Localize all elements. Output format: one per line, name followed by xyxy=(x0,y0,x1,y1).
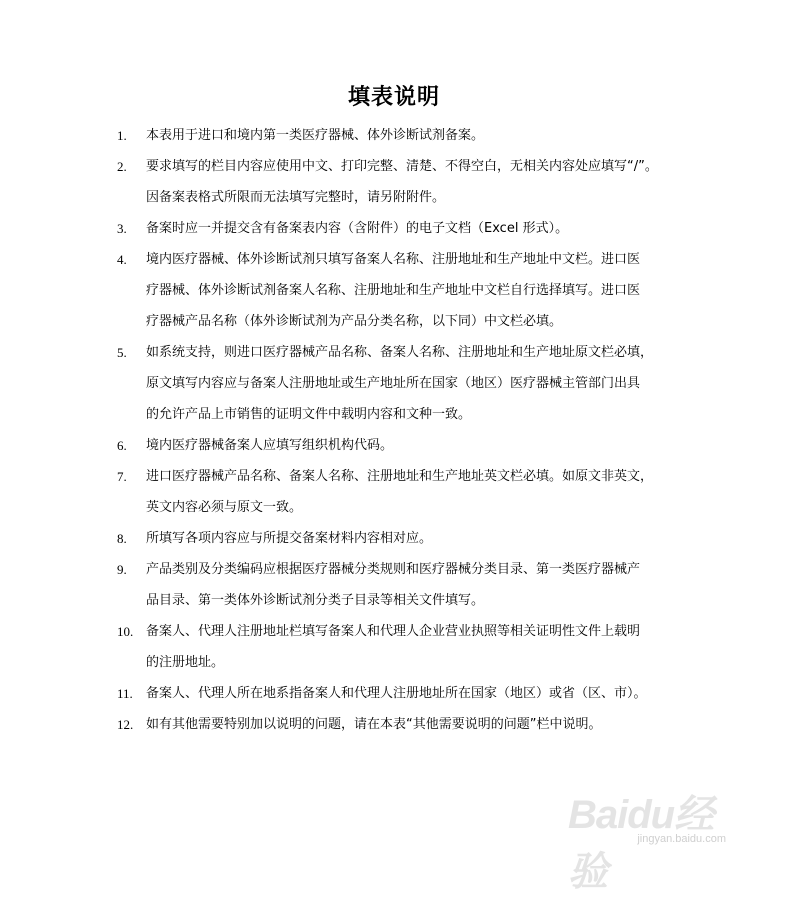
item-text: 备案人、代理人所在地系指备案人和代理人注册地址所在国家（地区）或省（区、市）。 xyxy=(146,686,647,701)
item-text: 境内医疗器械、体外诊断试剂只填写备案人名称、注册地址和生产地址中文栏。进口医 xyxy=(146,252,641,267)
item-number: 8. xyxy=(117,531,127,546)
list-item xyxy=(117,337,687,430)
list-item xyxy=(117,120,687,151)
item-number: 2. xyxy=(117,159,127,174)
watermark xyxy=(568,783,768,894)
list-item xyxy=(117,151,687,213)
item-number: 9. xyxy=(117,562,127,577)
item-text: 英文内容必须与原文一致。 xyxy=(146,500,303,515)
item-text: 如有其他需要特别加以说明的问题，请在本表“其他需要说明的问题”栏中说明。 xyxy=(146,717,602,732)
item-number: 5. xyxy=(117,345,127,360)
item-text: 所填写各项内容应与所提交备案材料内容相对应。 xyxy=(146,531,433,546)
list-item xyxy=(117,244,687,337)
item-text: 进口医疗器械产品名称、备案人名称、注册地址和生产地址英文栏必填。如原文非英文， xyxy=(146,469,654,484)
item-text: 备案人、代理人注册地址栏填写备案人和代理人企业营业执照等相关证明性文件上载明 xyxy=(146,624,641,639)
page-title: 填表说明 xyxy=(347,85,440,110)
list-item xyxy=(117,213,687,244)
item-text: 原文填写内容应与备案人注册地址或生产地址所在国家（地区）医疗器械主管部门出具 xyxy=(146,376,641,391)
item-text: 要求填写的栏目内容应使用中文、打印完整、清楚、不得空白，无相关内容处应填写“/”。 xyxy=(146,159,658,174)
list-item xyxy=(117,523,687,554)
item-text: 境内医疗器械备案人应填写组织机构代码。 xyxy=(146,438,394,453)
item-text: 因备案表格式所限而无法填写完整时，请另附附件。 xyxy=(146,190,446,205)
item-number: 10. xyxy=(117,624,134,639)
list-item xyxy=(117,430,687,461)
item-text: 本表用于进口和境内第一类医疗器械、体外诊断试剂备案。 xyxy=(146,128,485,143)
list-item xyxy=(117,678,687,709)
item-text: 如系统支持，则进口医疗器械产品名称、备案人名称、注册地址和生产地址原文栏必填， xyxy=(146,345,654,360)
baidu-jingyan-logo: Baidu经验 xyxy=(568,793,714,894)
item-text: 的允许产品上市销售的证明文件中载明内容和文种一致。 xyxy=(146,407,472,422)
item-text: 疗器械产品名称（体外诊断试剂为产品分类名称，以下同）中文栏必填。 xyxy=(146,314,563,329)
item-text: 品目录、第一类体外诊断试剂分类子目录等相关文件填写。 xyxy=(146,593,485,608)
watermark-url: jingyan.baidu.com xyxy=(637,833,726,845)
item-number: 3. xyxy=(117,221,127,236)
instruction-list xyxy=(117,120,687,740)
item-text: 备案时应一并提交含有备案表内容（含附件）的电子文档（Excel 形式）。 xyxy=(146,221,569,236)
item-number: 6. xyxy=(117,438,127,453)
item-text: 产品类别及分类编码应根据医疗器械分类规则和医疗器械分类目录、第一类医疗器械产 xyxy=(146,562,641,577)
list-item xyxy=(117,709,687,740)
item-text: 疗器械、体外诊断试剂备案人名称、注册地址和生产地址中文栏自行选择填写。进口医 xyxy=(146,283,641,298)
item-number: 4. xyxy=(117,252,127,267)
list-item xyxy=(117,554,687,616)
list-item xyxy=(117,461,687,523)
list-item xyxy=(117,616,687,678)
item-number: 11. xyxy=(117,686,133,701)
item-number: 7. xyxy=(117,469,127,484)
item-number: 1. xyxy=(117,128,127,143)
item-number: 12. xyxy=(117,717,134,732)
item-text: 的注册地址。 xyxy=(146,655,225,670)
